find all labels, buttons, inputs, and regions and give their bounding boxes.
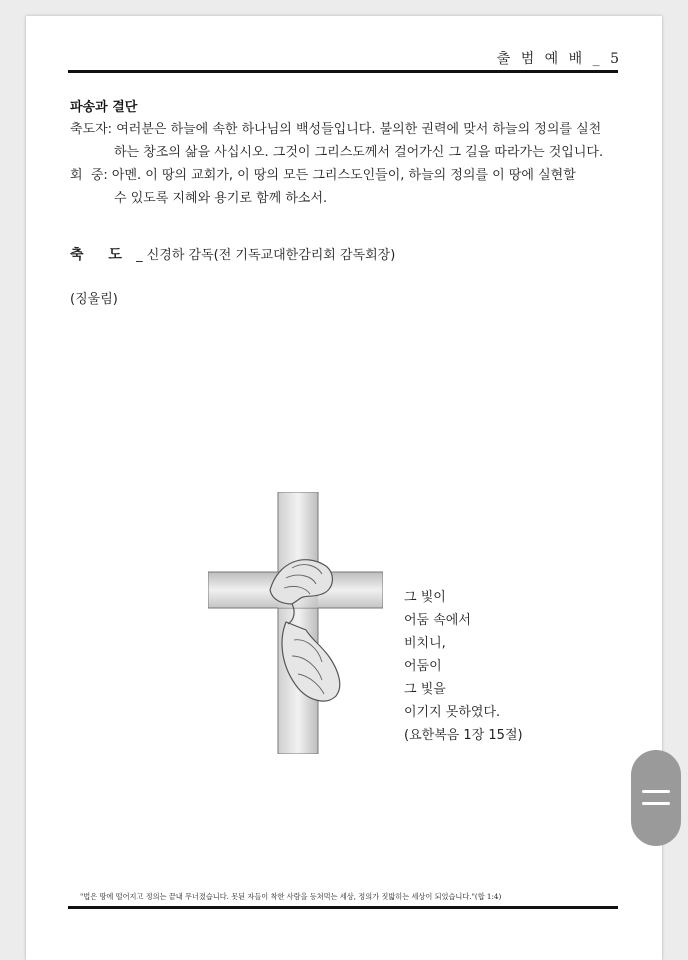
bell-ringing-note: (징울림)	[70, 292, 118, 307]
menu-lines-icon	[642, 802, 670, 805]
verse-line: 어둠 속에서	[404, 613, 471, 628]
verse-line: 그 빛을	[404, 682, 446, 697]
footer-rule	[68, 906, 618, 909]
benediction-separator: _	[136, 248, 143, 263]
reading-line: 여러분은 하늘에 속한 하나님의 백성들입니다. 불의한 권력에 맞서 하늘의 정의를 실천	[116, 122, 602, 137]
cross-with-clasped-hands-drawing	[208, 492, 383, 754]
verse-line: 어둠이	[404, 659, 442, 674]
responsive-reading-officiant	[70, 118, 630, 164]
header-rule	[68, 70, 618, 73]
scroll-handle[interactable]	[631, 750, 681, 846]
benediction-title: 축 도	[70, 247, 132, 263]
verse-line: 그 빛이	[404, 590, 446, 605]
section-title: 파송과 결단	[70, 100, 138, 115]
scripture-verse	[404, 586, 523, 747]
benediction-text: 신경하 감독(전 기독교대한감리회 감독회장)	[146, 248, 396, 263]
page-header: 출 범 예 배 _ 5	[496, 51, 622, 67]
speaker-label: 축도자:	[70, 122, 113, 137]
verse-line: 이기지 못하였다.	[404, 705, 501, 720]
reading-line: 하는 창조의 삶을 사십시오. 그것이 그리스도께서 걸어가신 그 길을 따라가는 것입니다.	[114, 145, 604, 160]
reading-line: 아멘. 이 땅의 교회가, 이 땅의 모든 그리스도인들이, 하늘의 정의를 이 땅에 실현할	[111, 168, 576, 183]
verse-reference: (요한복음 1장 15절)	[404, 728, 523, 743]
footer-quote: "법은 땅에 떨어지고 정의는 끝내 무너졌습니다. 못된 자들이 착한 사람을 등쳐먹는 세상, 정의가 짓밟히는 세상이 되었습니다."(합 1:4)	[80, 892, 502, 901]
document-page	[26, 16, 662, 960]
speaker-label: 회 중:	[70, 168, 108, 183]
responsive-reading-congregation	[70, 164, 630, 210]
menu-lines-icon	[642, 790, 670, 793]
verse-line: 비치니,	[404, 636, 446, 651]
benediction	[70, 244, 395, 264]
reading-line: 수 있도록 지혜와 용기로 함께 하소서.	[114, 191, 328, 206]
